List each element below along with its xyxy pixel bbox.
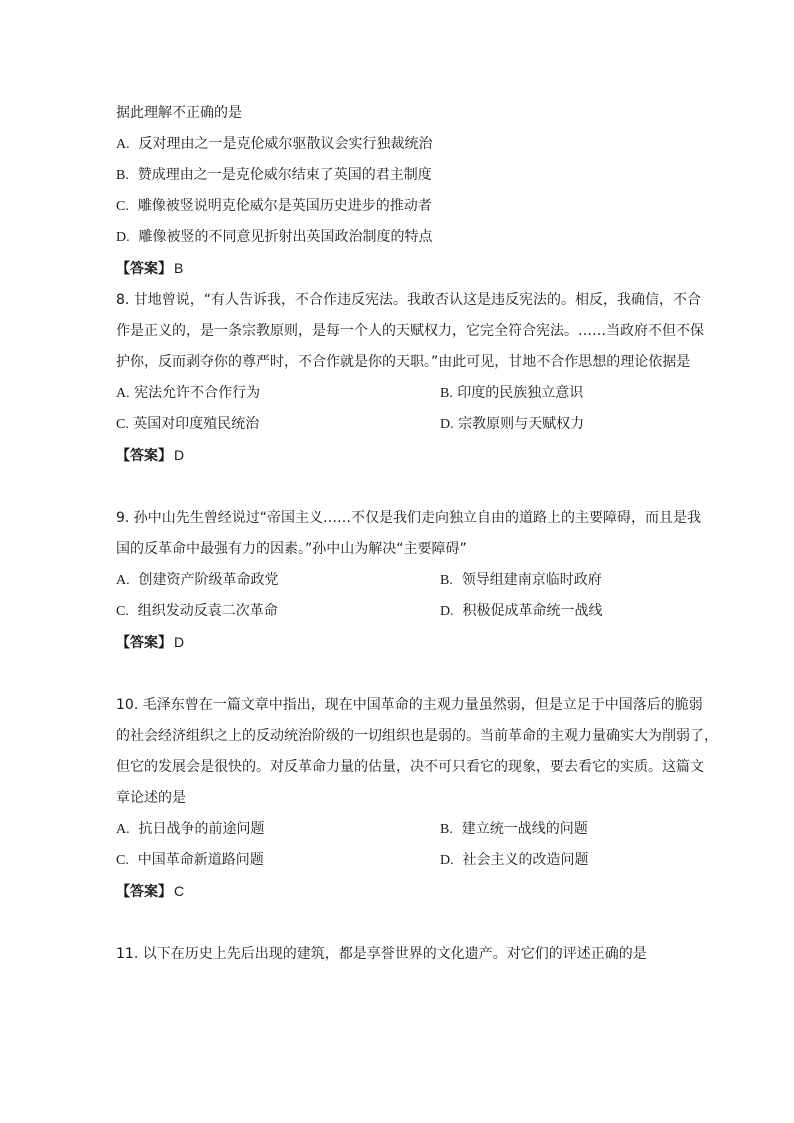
q11-line-1: 11. 以下在历史上先后出现的建筑，都是享誉世界的文化遗产。对它们的评述正确的是	[116, 946, 647, 962]
q10-line-1: 10. 毛泽东曾在一篇文章中指出，现在中国革命的主观力量虽然弱，但是立足于中国落后的脆弱	[116, 697, 703, 713]
q7-option-d: D. 雕像被竖的不同意见折射出英国政治制度的特点	[116, 229, 433, 245]
q9-option-c: C. 组织发动反袁二次革命	[116, 603, 278, 619]
q8-option-c: C. 英国对印度殖民统治	[116, 416, 260, 432]
q10-option-c: C. 中国革命新道路问题	[116, 852, 264, 868]
q8-option-d: D. 宗教原则与天赋权力	[440, 416, 585, 432]
q8-line-3: 护你，反而剥夺你的尊严时，不合作就是你的天职。”由此可见，甘地不合作思想的理论依据是	[116, 354, 691, 370]
q8-line-2: 作是正义的，是一条宗教原则，是每一个人的天赋权力，它完全符合宪法。……当政府不但不保	[116, 323, 704, 339]
q10-option-a: A. 抗日战争的前途问题	[116, 821, 265, 837]
q8-option-b: B. 印度的民族独立意识	[440, 385, 584, 401]
q7-option-c: C. 雕像被竖说明克伦威尔是英国历史进步的推动者	[116, 198, 432, 214]
q10-line-2: 的社会经济组织之上的反动统治阶级的一切组织也是弱的。当前革命的主观力量确实大为削弱了，	[116, 728, 718, 744]
q8-option-a: A. 宪法允许不合作行为	[116, 385, 261, 401]
q9-line-2: 国的反革命中最强有力的因素。”孙中山为解决“主要障碍”	[116, 541, 467, 557]
q9-option-b: B. 领导组建南京临时政府	[440, 572, 602, 588]
q8-answer: 【答案】 D	[116, 447, 185, 464]
q9-option-a: A. 创建资产阶级革命政党	[116, 572, 279, 588]
q7-option-b: B. 赞成理由之一是克伦威尔结束了英国的君主制度	[116, 167, 432, 183]
q9-answer: 【答案】 D	[116, 634, 185, 651]
q9-option-d: D. 积极促成革命统一战线	[440, 603, 603, 619]
q9-line-1: 9. 孙中山先生曾经说过“帝国主义……不仅是我们走向独立自由的道路上的主要障碍，而且是我	[116, 510, 702, 526]
q10-line-4: 章论述的是	[116, 790, 186, 806]
q10-option-b: B. 建立统一战线的问题	[440, 821, 588, 837]
q7-option-a: A. 反对理由之一是克伦威尔驱散议会实行独裁统治	[116, 136, 433, 152]
q7-stem: 据此理解不正确的是	[116, 105, 242, 121]
q7-answer: 【答案】 B	[116, 260, 184, 277]
q8-line-1: 8. 甘地曾说，“有人告诉我，不合作违反宪法。我敢否认这是违反宪法的。相反，我确信，不合	[116, 292, 702, 308]
q10-option-d: D. 社会主义的改造问题	[440, 852, 589, 868]
q10-answer: 【答案】 C	[116, 883, 185, 900]
q10-line-3: 但它的发展会是很快的。对反革命力量的估量，决不可只看它的现象，要去看它的实质。这篇文	[116, 759, 704, 775]
